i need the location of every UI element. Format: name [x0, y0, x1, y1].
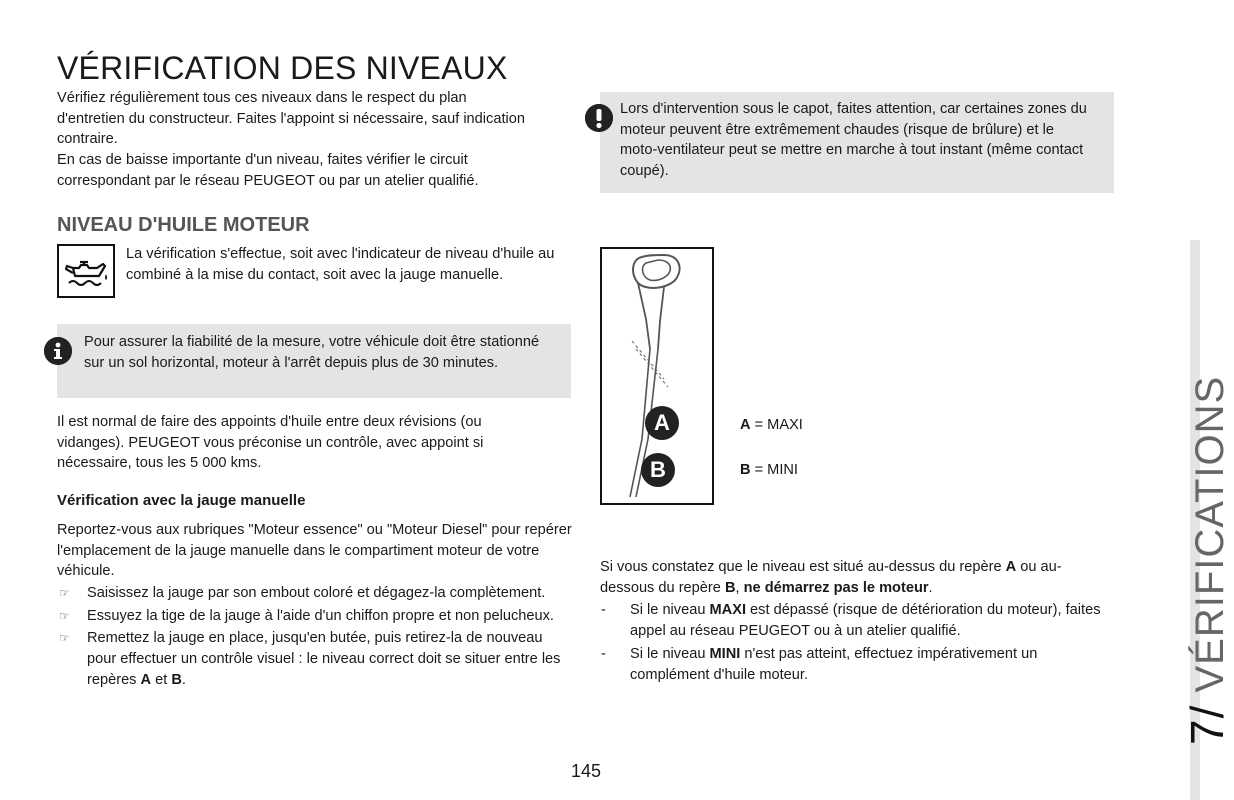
list-item — [600, 600, 1115, 642]
gauge-intro-text: Reportez-vous aux rubriques "Moteur essence" ou "Moteur Diesel" pour repérer l'emplacement de la jauge manuelle dans le compartiment moteur de votre véhicule. — [57, 522, 572, 579]
legend-maxi: A = MAXI — [740, 417, 803, 433]
chapter-title: VÉRIFICATIONS — [1188, 375, 1232, 705]
pointing-hand-bullet: ☞ — [59, 631, 70, 645]
step-1-text: Saisissez la jauge par son embout coloré et dégagez-la complètement. — [87, 585, 546, 601]
dash-bullet: - — [601, 645, 606, 662]
step-3-text: Remettez la jauge en place, jusqu'en butée, puis retirez-la de nouveau pour effectuer un contrôle visuel : le niveau correct doit se situer entre les repères A et B. — [87, 630, 561, 688]
info-note-text: Pour assurer la fiabilité de la mesure, votre véhicule doit être stationné sur un sol horizontal, moteur à l'arrêt depuis plus de 30 minutes. — [84, 334, 540, 371]
chapter-label — [1180, 376, 1234, 745]
level-dash-list — [600, 600, 1115, 687]
chapter-number: 7/ — [1181, 704, 1233, 745]
intro-paragraph-1: Vérifiez régulièrement tous ces niveaux dans le respect du plan d'entretien du constructeur. Faites l'appoint si nécessaire, sauf indication contraire. — [57, 90, 525, 147]
pointing-hand-bullet: ☞ — [59, 586, 70, 600]
maxi-text: Si le niveau MAXI est dépassé (risque de détérioration du moteur), faites appel au réseau PEUGEOT ou à un atelier qualifié. — [630, 602, 1101, 639]
marker-b-badge: B — [641, 453, 675, 487]
mini-text: Si le niveau MINI n'est pas atteint, effectuez impérativement un complément d'huile moteur. — [630, 645, 1038, 683]
list-item — [57, 628, 572, 691]
page-title: VÉRIFICATION DES NIVEAUX — [57, 50, 508, 86]
exclamation-icon — [585, 104, 613, 132]
gauge-steps-list — [57, 583, 572, 693]
step-2-text: Essuyez la tige de la jauge à l'aide d'un chiffon propre et non pelucheux. — [87, 607, 554, 624]
normal-topup-text: Il est normal de faire des appoints d'huile entre deux révisions (ou vidanges). PEUGEOT vous préconise un contrôle, avec appoint si nécessaire, tous les 5 000 kms. — [57, 414, 484, 471]
level-warning-text: Si vous constatez que le niveau est situé au-dessus du repère A ou au-dessous du repère B, ne démarrez pas le moteur. — [600, 559, 1062, 596]
pointing-hand-bullet: ☞ — [59, 608, 70, 623]
list-item — [57, 606, 572, 627]
page-number: 145 — [571, 761, 602, 781]
intro-paragraph-2: En cas de baisse importante d'un niveau, faites vérifier le circuit correspondant par le réseau PEUGEOT ou par un atelier qualifié. — [57, 152, 479, 189]
legend-mini: B = MINI — [740, 462, 798, 478]
oil-can-icon — [57, 244, 115, 298]
dash-bullet: - — [601, 602, 606, 618]
oil-level-heading: NIVEAU D'HUILE MOTEUR — [57, 214, 310, 236]
info-icon — [44, 337, 72, 365]
warning-note-text: Lors d'intervention sous le capot, faites attention, car certaines zones du moteur peuvent être extrêmement chaudes (risque de brûlure) et le moto-ventilateur peut se mettre en marche à tout instant (même contact coupé). — [620, 101, 1087, 179]
list-item — [600, 644, 1115, 686]
marker-a-badge: A — [645, 406, 679, 440]
oil-intro-text: La vérification s'effectue, soit avec l'indicateur de niveau d'huile au combiné à la mise du contact, soit avec la jauge manuelle. — [126, 246, 555, 283]
gauge-check-heading: Vérification avec la jauge manuelle — [57, 492, 306, 509]
list-item — [57, 583, 572, 604]
